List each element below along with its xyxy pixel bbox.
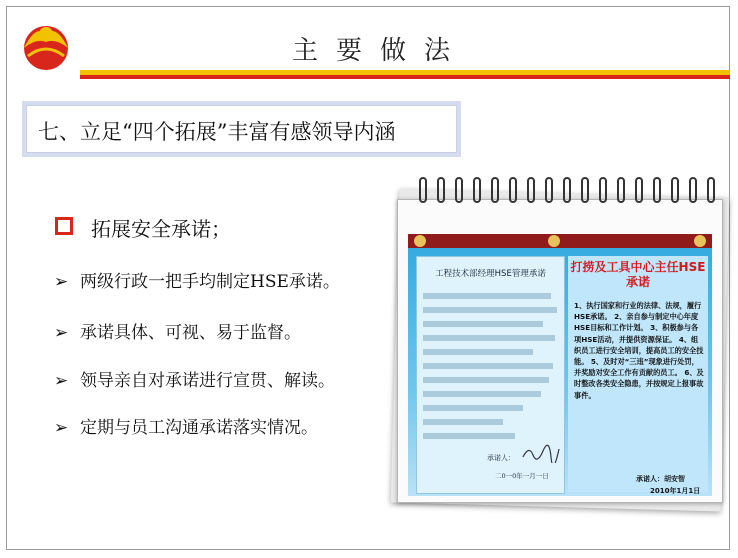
- card-left-date: 二0一0年一月一日: [495, 472, 549, 480]
- commitment-card-left: [416, 256, 565, 494]
- list-item-label: 领导亲自对承诺进行宣贯、解读。: [80, 371, 335, 391]
- card-left-sign: 承诺人：: [487, 454, 515, 462]
- card-right-body: 1、执行国家和行业的法律、法规，履行HSE承诺。 2、亲自参与制定中心年度HSE目标和工作计划。 3、积极参与各项HSE活动，并提供资源保证。 4、组织员工进行安全培训，提高员工的安全技能。 5、及时对“三违”现象进行处罚，并奖励对安全工作有贡献的员工。 6、及时整改各类安全隐患，并按规定上报事故事件。: [574, 301, 704, 400]
- list-item: [54, 366, 335, 391]
- list-item: [54, 267, 340, 292]
- commitment-poster: [408, 234, 712, 496]
- commitment-card-right: [568, 256, 708, 495]
- arrow-right-icon: ➢: [54, 371, 69, 391]
- arrow-right-icon: ➢: [54, 323, 69, 343]
- arrow-right-icon: ➢: [54, 272, 69, 292]
- petrochina-logo: [16, 12, 76, 72]
- section-heading: 七、立足“四个拓展”丰富有感领导内涵: [38, 120, 396, 144]
- list-item-label: 定期与员工沟通承诺落实情况。: [80, 418, 318, 438]
- notepad-image: [391, 185, 729, 509]
- notepad-page: [397, 199, 723, 503]
- lead-text: 拓展安全承诺；: [91, 217, 231, 241]
- card-left-title: 工程技术部经理HSE管理承诺: [435, 269, 546, 279]
- list-item-label: 承诺具体、可视、易于监督。: [80, 323, 301, 343]
- arrow-right-icon: ➢: [54, 418, 69, 438]
- page-title: 主要做法: [291, 36, 468, 66]
- header-rule-red: [80, 75, 730, 79]
- card-right-date: 2010年1月1日: [650, 487, 701, 495]
- hollow-square-icon: [55, 217, 73, 235]
- list-item-label: 两级行政一把手均制定HSE承诺。: [80, 272, 340, 292]
- list-item: [54, 318, 301, 343]
- card-right-sign: 承诺人：胡安智: [636, 475, 685, 483]
- card-right-title: 打捞及工具中心主任HSE承诺: [570, 260, 706, 289]
- list-item: [54, 413, 318, 438]
- poster-top-band: [408, 234, 712, 248]
- signature-icon: [521, 443, 561, 463]
